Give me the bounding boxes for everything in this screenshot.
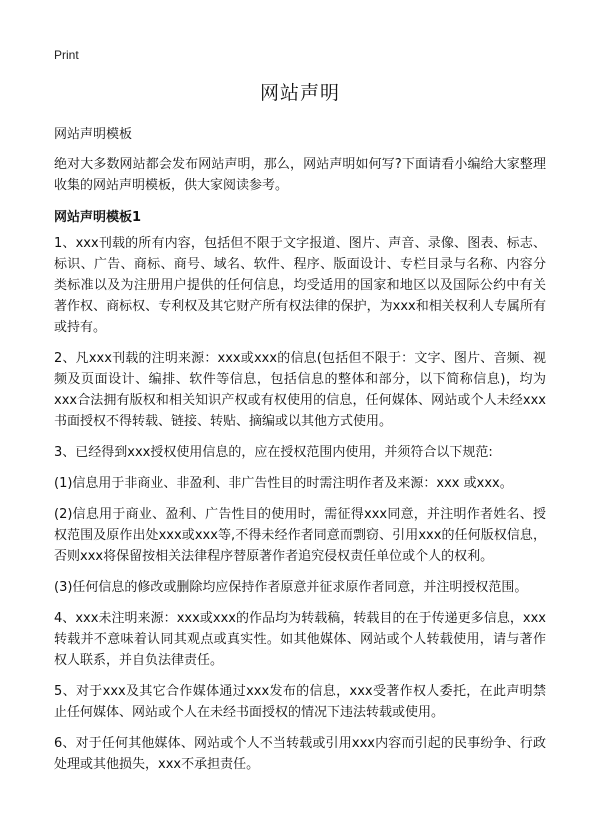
- clause-paragraph-4: 4、xxx未注明来源：xxx或xxx的作品均为转载稿，转载目的在于传递更多信息，xxx转载并不意味着认同其观点或真实性。如其他媒体、网站或个人转载使用，请与著作权人联系，并自负法律责任。: [54, 611, 546, 668]
- clause-paragraph-1: 1、xxx刊载的所有内容，包括但不限于文字报道、图片、声音、录像、图表、标志、标识、广告、商标、商号、域名、软件、程序、版面设计、专栏目录与名称、内容分类标准以及为注册用户提供的任何信息，均受适用的国家和地区以及国际公约中有关著作权、商标权、专利权及其它财产所有权法律的保护，为xxx和相关权利人专属所有或持有。: [54, 236, 546, 335]
- clause-paragraph-2: 2、凡xxx刊载的注明来源：xxx或xxx的信息(包括但不限于：文字、图片、音频、视频及页面设计、编排、软件等信息，包括信息的整体和部分，以下简称信息)，均为xxx合法拥有版权和相关知识产权或有权使用的信息，任何媒体、网站或个人未经xxx书面授权不得转载、链接、转贴、摘编或以其他方式使用。: [54, 351, 546, 429]
- document-subtitle: 网站声明模板: [54, 127, 133, 142]
- clause-subitem-2: (2)信息用于商业、盈利、广告性目的使用时，需征得xxx同意，并注明作者姓名、授权范围及原作出处xxx或xxx等,不得未经作者同意而剽窃、引用xxx的任何版权信息，否则xxx将保留按相关法律程序替原著作者追究侵权责任单位或个人的权利。: [54, 507, 546, 564]
- section-heading: 网站声明模板1: [54, 210, 142, 225]
- clause-paragraph-3: 3、已经得到xxx授权使用信息的，应在授权范围内使用，并须符合以下规范:: [54, 445, 493, 460]
- page-title: 网站声明: [259, 82, 340, 104]
- print-link[interactable]: Print: [54, 48, 79, 62]
- intro-paragraph: 绝对大多数网站都会发布网站声明，那么，网站声明如何写?下面请看小编给大家整理收集的网站声明模板，供大家阅读参考。: [54, 157, 546, 193]
- clause-subitem-3: (3)任何信息的修改或删除均应保持作者原意并征求原作者同意，并注明授权范围。: [54, 580, 528, 595]
- clause-paragraph-5: 5、对于xxx及其它合作媒体通过xxx发布的信息，xxx受著作权人委托，在此声明禁止任何媒体、网站或个人在未经书面授权的情况下违法转载或使用。: [54, 684, 546, 720]
- clause-subitem-1: (1)信息用于非商业、非盈利、非广告性目的时需注明作者及来源：xxx 或xxx。: [54, 476, 513, 491]
- clause-paragraph-6: 6、对于任何其他媒体、网站或个人不当转载或引用xxx内容而引起的民事纷争、行政处理或其他损失，xxx不承担责任。: [54, 736, 546, 772]
